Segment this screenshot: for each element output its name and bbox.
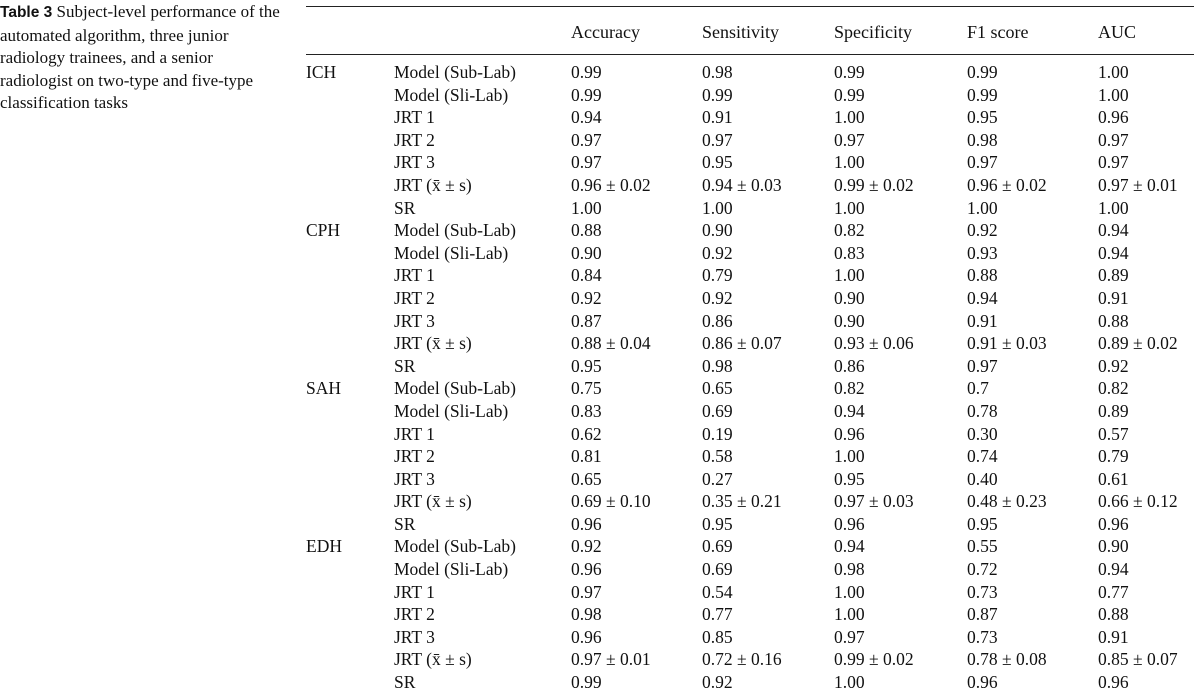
cell-specificity: 1.00	[834, 152, 865, 173]
table-caption	[0, 1, 280, 115]
cell-specificity: 0.95	[834, 468, 865, 489]
cell-sensitivity: 0.97	[702, 129, 733, 150]
cell-sensitivity: 0.90	[702, 220, 733, 241]
cell-accuracy: 0.84	[571, 265, 602, 286]
header-auc: AUC	[1098, 22, 1137, 42]
cell-auc: 0.66 ± 0.12	[1098, 491, 1178, 512]
cell-specificity: 1.00	[834, 446, 865, 467]
cell-sensitivity: 0.94 ± 0.03	[702, 174, 782, 195]
table-row	[306, 377, 1194, 400]
cell-sensitivity: 0.92	[702, 242, 733, 263]
table-row	[306, 174, 1194, 197]
cell-specificity: 0.99 ± 0.02	[834, 649, 914, 670]
row-label: SR	[394, 197, 416, 218]
cell-specificity: 1.00	[834, 265, 865, 286]
cell-f1-score: 0.48 ± 0.23	[967, 491, 1047, 512]
cell-auc: 0.92	[1098, 355, 1129, 376]
cell-specificity: 0.97	[834, 626, 865, 647]
cell-sensitivity: 0.54	[702, 581, 733, 602]
cell-accuracy: 0.98	[571, 604, 602, 625]
cell-sensitivity: 0.98	[702, 355, 733, 376]
cell-sensitivity: 1.00	[702, 197, 733, 218]
cell-f1-score: 0.72	[967, 559, 998, 580]
cell-sensitivity: 0.58	[702, 446, 733, 467]
row-label: Model (Sub-Lab)	[394, 220, 516, 241]
cell-auc: 0.89 ± 0.02	[1098, 333, 1178, 354]
row-label: Model (Sub-Lab)	[394, 536, 516, 557]
cell-accuracy: 0.99	[571, 84, 602, 105]
cell-f1-score: 1.00	[967, 197, 998, 218]
cell-accuracy: 0.83	[571, 400, 602, 421]
table-row	[306, 242, 1194, 265]
cell-sensitivity: 0.69	[702, 559, 733, 580]
cell-auc: 0.96	[1098, 513, 1129, 534]
cell-specificity: 1.00	[834, 197, 865, 218]
cell-sensitivity: 0.27	[702, 468, 733, 489]
cell-f1-score: 0.95	[967, 107, 998, 128]
cell-specificity: 0.98	[834, 559, 865, 580]
cell-sensitivity: 0.69	[702, 400, 733, 421]
cell-sensitivity: 0.86 ± 0.07	[702, 333, 782, 354]
cell-auc: 1.00	[1098, 62, 1129, 82]
cell-specificity: 0.82	[834, 378, 865, 399]
table-row	[306, 400, 1194, 423]
group-label: EDH	[306, 536, 342, 557]
cell-specificity: 0.99	[834, 84, 865, 105]
table-label: Table 3	[0, 4, 53, 21]
cell-auc: 0.96	[1098, 107, 1129, 128]
cell-f1-score: 0.99	[967, 62, 998, 82]
row-label: JRT 2	[394, 129, 435, 150]
cell-sensitivity: 0.99	[702, 84, 733, 105]
table-row	[306, 648, 1194, 671]
cell-specificity: 0.90	[834, 287, 865, 308]
table-row	[306, 332, 1194, 355]
row-label: JRT (x̄ ± s)	[394, 491, 472, 512]
row-label: SR	[394, 513, 416, 534]
table-row	[306, 197, 1194, 220]
table-row	[306, 603, 1194, 626]
cell-sensitivity: 0.86	[702, 310, 733, 331]
group-label: SAH	[306, 378, 342, 399]
cell-specificity: 1.00	[834, 604, 865, 625]
row-label: JRT 3	[394, 468, 435, 489]
table-row	[306, 287, 1194, 310]
cell-f1-score: 0.96 ± 0.02	[967, 174, 1047, 195]
cell-accuracy: 0.75	[571, 378, 602, 399]
cell-auc: 0.61	[1098, 468, 1129, 489]
cell-auc: 1.00	[1098, 84, 1129, 105]
cell-auc: 0.57	[1098, 423, 1129, 444]
table-row	[306, 84, 1194, 107]
row-label: JRT 3	[394, 626, 435, 647]
cell-accuracy: 0.97	[571, 152, 602, 173]
results-table	[306, 6, 1194, 694]
header-sensitivity: Sensitivity	[702, 22, 780, 42]
cell-sensitivity: 0.85	[702, 626, 733, 647]
cell-accuracy: 0.87	[571, 310, 602, 331]
cell-sensitivity: 0.35 ± 0.21	[702, 491, 782, 512]
cell-f1-score: 0.94	[967, 287, 998, 308]
cell-auc: 0.88	[1098, 604, 1129, 625]
cell-f1-score: 0.78	[967, 400, 998, 421]
table-row	[306, 129, 1194, 152]
cell-f1-score: 0.99	[967, 84, 998, 105]
cell-accuracy: 0.97	[571, 581, 602, 602]
cell-f1-score: 0.97	[967, 152, 998, 173]
table-row	[306, 671, 1194, 694]
table-row	[306, 626, 1194, 649]
row-label: SR	[394, 672, 416, 693]
cell-specificity: 0.82	[834, 220, 865, 241]
cell-auc: 0.97	[1098, 152, 1129, 173]
table-row	[306, 490, 1194, 513]
caption-text: Subject-level performance of the automated algorithm, three junior radiology trainees, and a senior radiologist on two-type and five-type classification tasks	[0, 2, 280, 112]
cell-accuracy: 0.99	[571, 672, 602, 693]
cell-f1-score: 0.7	[967, 378, 989, 399]
cell-specificity: 0.99	[834, 62, 865, 82]
cell-auc: 0.94	[1098, 559, 1129, 580]
cell-auc: 1.00	[1098, 197, 1129, 218]
cell-f1-score: 0.73	[967, 626, 998, 647]
row-label: JRT (x̄ ± s)	[394, 333, 472, 354]
header-f1-score: F1 score	[967, 22, 1029, 42]
cell-specificity: 0.94	[834, 400, 865, 421]
row-label: Model (Sub-Lab)	[394, 62, 516, 82]
cell-auc: 0.82	[1098, 378, 1129, 399]
cell-f1-score: 0.92	[967, 220, 998, 241]
cell-auc: 0.79	[1098, 446, 1129, 467]
cell-sensitivity: 0.77	[702, 604, 733, 625]
table-row	[306, 423, 1194, 446]
cell-accuracy: 0.99	[571, 62, 602, 82]
table-row	[306, 310, 1194, 333]
cell-auc: 0.90	[1098, 536, 1129, 557]
table-row	[306, 581, 1194, 604]
cell-specificity: 0.83	[834, 242, 865, 263]
row-label: JRT 2	[394, 604, 435, 625]
cell-accuracy: 0.65	[571, 468, 602, 489]
cell-sensitivity: 0.98	[702, 62, 733, 82]
cell-specificity: 1.00	[834, 672, 865, 693]
cell-sensitivity: 0.19	[702, 423, 733, 444]
cell-specificity: 0.86	[834, 355, 865, 376]
cell-sensitivity: 0.65	[702, 378, 733, 399]
group-label: CPH	[306, 220, 341, 241]
cell-accuracy: 1.00	[571, 197, 602, 218]
cell-f1-score: 0.74	[967, 446, 998, 467]
table-row	[306, 445, 1194, 468]
cell-accuracy: 0.96 ± 0.02	[571, 174, 651, 195]
row-label: Model (Sli-Lab)	[394, 400, 509, 421]
row-label: JRT 3	[394, 152, 435, 173]
cell-accuracy: 0.96	[571, 513, 602, 534]
cell-f1-score: 0.97	[967, 355, 998, 376]
cell-sensitivity: 0.69	[702, 536, 733, 557]
table-row	[306, 513, 1194, 536]
cell-f1-score: 0.87	[967, 604, 998, 625]
row-label: Model (Sli-Lab)	[394, 242, 509, 263]
table-row	[306, 151, 1194, 174]
header-accuracy: Accuracy	[571, 22, 640, 42]
table-row	[306, 558, 1194, 581]
cell-accuracy: 0.92	[571, 536, 602, 557]
cell-sensitivity: 0.95	[702, 152, 733, 173]
cell-specificity: 0.97 ± 0.03	[834, 491, 914, 512]
cell-auc: 0.94	[1098, 242, 1129, 263]
header-row	[306, 7, 1194, 54]
cell-auc: 0.89	[1098, 265, 1129, 286]
cell-auc: 0.77	[1098, 581, 1129, 602]
row-label: SR	[394, 355, 416, 376]
cell-f1-score: 0.98	[967, 129, 998, 150]
cell-sensitivity: 0.79	[702, 265, 733, 286]
row-label: JRT 1	[394, 107, 435, 128]
row-label: JRT (x̄ ± s)	[394, 649, 472, 670]
cell-f1-score: 0.78 ± 0.08	[967, 649, 1047, 670]
cell-auc: 0.89	[1098, 400, 1129, 421]
cell-auc: 0.97	[1098, 129, 1129, 150]
cell-sensitivity: 0.91	[702, 107, 733, 128]
row-label: JRT 2	[394, 446, 435, 467]
cell-f1-score: 0.91	[967, 310, 998, 331]
table-row	[306, 355, 1194, 378]
cell-f1-score: 0.91 ± 0.03	[967, 333, 1047, 354]
cell-auc: 0.97 ± 0.01	[1098, 174, 1178, 195]
row-label: JRT 1	[394, 581, 435, 602]
cell-specificity: 0.96	[834, 513, 865, 534]
cell-specificity: 1.00	[834, 107, 865, 128]
cell-accuracy: 0.62	[571, 423, 602, 444]
cell-auc: 0.94	[1098, 220, 1129, 241]
cell-specificity: 0.90	[834, 310, 865, 331]
row-label: Model (Sli-Lab)	[394, 84, 509, 105]
row-label: Model (Sli-Lab)	[394, 559, 509, 580]
cell-accuracy: 0.96	[571, 559, 602, 580]
table-row	[306, 219, 1194, 242]
table-row	[306, 61, 1194, 84]
cell-f1-score: 0.30	[967, 423, 998, 444]
cell-f1-score: 0.88	[967, 265, 998, 286]
cell-accuracy: 0.69 ± 0.10	[571, 491, 651, 512]
cell-specificity: 0.96	[834, 423, 865, 444]
row-label: JRT 3	[394, 310, 435, 331]
cell-sensitivity: 0.92	[702, 287, 733, 308]
cell-accuracy: 0.97	[571, 129, 602, 150]
cell-accuracy: 0.88	[571, 220, 602, 241]
row-label: JRT 1	[394, 265, 435, 286]
table-row	[306, 106, 1194, 129]
cell-f1-score: 0.40	[967, 468, 998, 489]
cell-accuracy: 0.88 ± 0.04	[571, 333, 651, 354]
cell-auc: 0.96	[1098, 672, 1129, 693]
cell-auc: 0.88	[1098, 310, 1129, 331]
cell-specificity: 0.97	[834, 129, 865, 150]
table-row	[306, 468, 1194, 491]
cell-auc: 0.85 ± 0.07	[1098, 649, 1178, 670]
cell-accuracy: 0.90	[571, 242, 602, 263]
row-label: JRT 2	[394, 287, 435, 308]
group-label: ICH	[306, 62, 337, 82]
table-row	[306, 535, 1194, 558]
header-specificity: Specificity	[834, 22, 912, 42]
cell-sensitivity: 0.92	[702, 672, 733, 693]
cell-specificity: 0.94	[834, 536, 865, 557]
cell-accuracy: 0.96	[571, 626, 602, 647]
cell-auc: 0.91	[1098, 287, 1129, 308]
cell-accuracy: 0.81	[571, 446, 602, 467]
row-label: JRT (x̄ ± s)	[394, 174, 472, 195]
cell-f1-score: 0.93	[967, 242, 998, 263]
table-row	[306, 264, 1194, 287]
cell-f1-score: 0.55	[967, 536, 998, 557]
cell-sensitivity: 0.72 ± 0.16	[702, 649, 782, 670]
cell-specificity: 1.00	[834, 581, 865, 602]
cell-f1-score: 0.96	[967, 672, 998, 693]
table-body	[306, 55, 1194, 694]
cell-accuracy: 0.92	[571, 287, 602, 308]
cell-accuracy: 0.94	[571, 107, 602, 128]
cell-specificity: 0.93 ± 0.06	[834, 333, 914, 354]
cell-sensitivity: 0.95	[702, 513, 733, 534]
cell-auc: 0.91	[1098, 626, 1129, 647]
cell-accuracy: 0.95	[571, 355, 602, 376]
row-label: Model (Sub-Lab)	[394, 378, 516, 399]
cell-f1-score: 0.73	[967, 581, 998, 602]
cell-f1-score: 0.95	[967, 513, 998, 534]
cell-specificity: 0.99 ± 0.02	[834, 174, 914, 195]
cell-accuracy: 0.97 ± 0.01	[571, 649, 651, 670]
row-label: JRT 1	[394, 423, 435, 444]
